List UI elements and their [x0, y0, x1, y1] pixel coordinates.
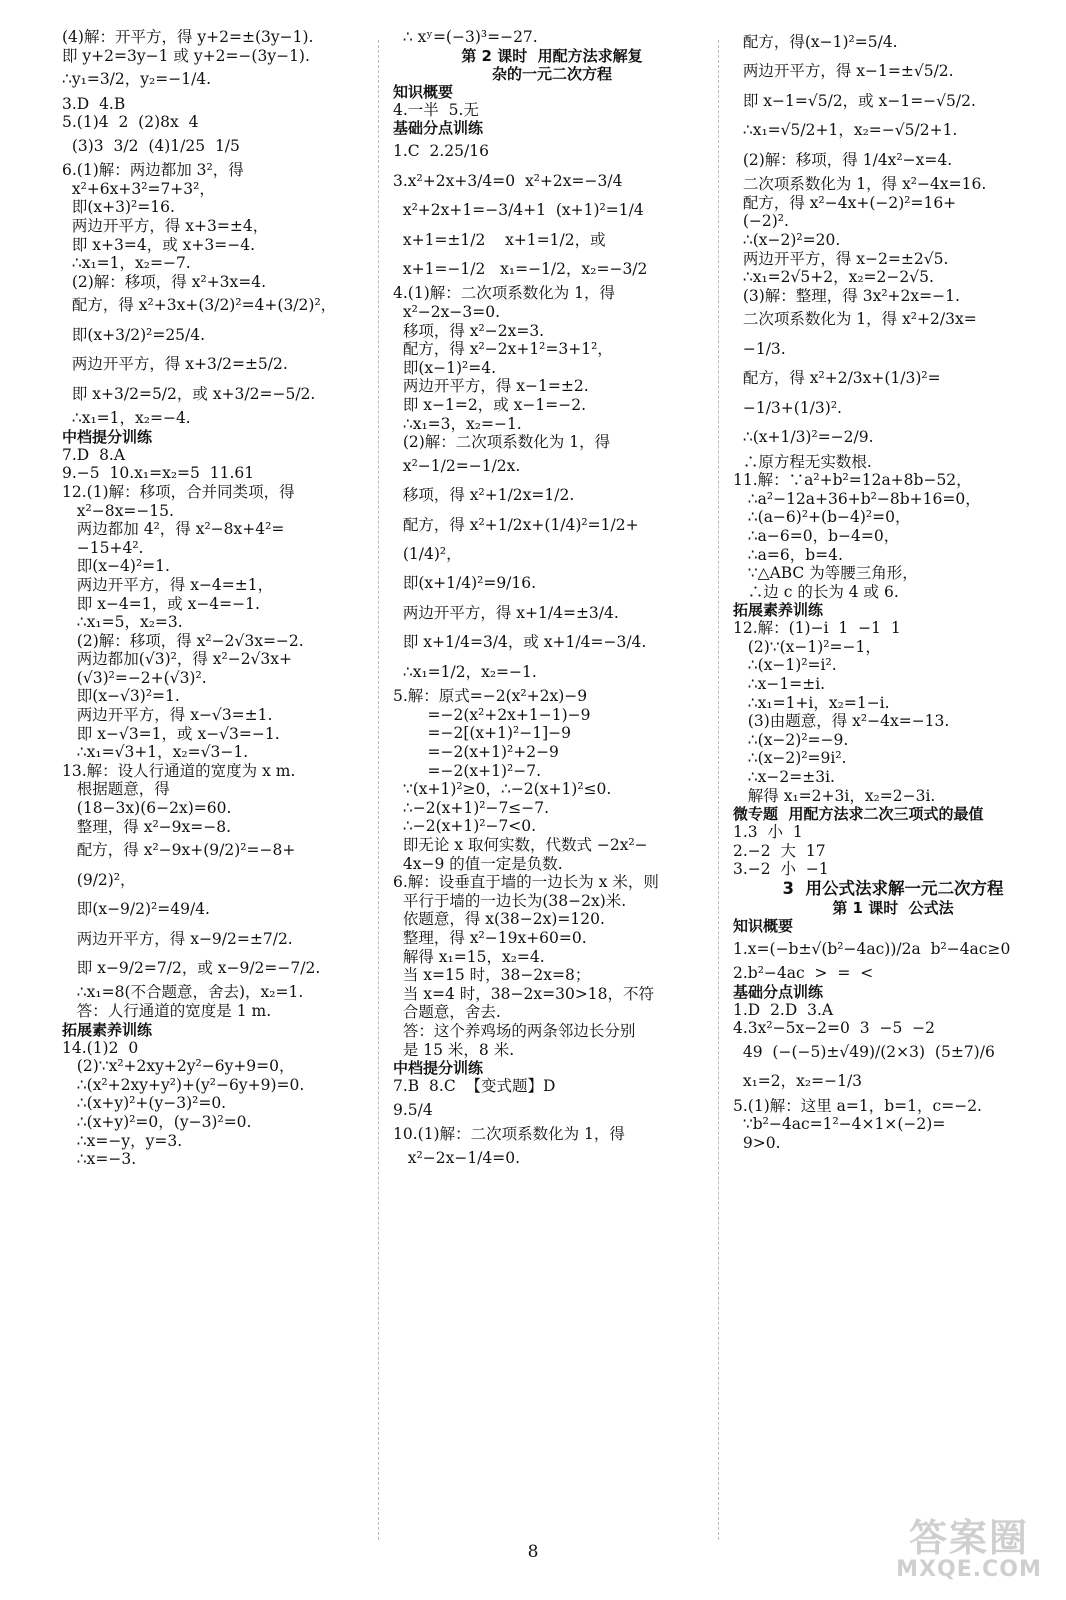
- answer-line: 即 x+3/2=5/2，或 x+3/2=−5/2.: [62, 384, 316, 403]
- answer-line: ∵△ABC 为等腰三角形，: [733, 564, 918, 583]
- answer-line: 7.B 8.C 【变式题】D: [393, 1077, 556, 1096]
- answer-line: 平行于墙的一边长为(38−2x)米.: [393, 891, 627, 910]
- answer-line: 1.D 2.D 3.A: [733, 1000, 834, 1019]
- answer-line: ∴x=−y，y=3.: [62, 1131, 183, 1150]
- answer-line: 13.解：设人行通道的宽度为 x m.: [62, 761, 296, 780]
- answer-line: 即 y+2=3y−1 或 y+2=−(3y−1).: [62, 46, 310, 65]
- answer-line: 配方，得 x²+1/2x+(1/4)²=1/2+: [393, 515, 639, 534]
- answer-line: (1/4)²，: [393, 545, 462, 564]
- answer-line: ∴(x−2)²=9i².: [733, 749, 847, 768]
- column-middle: [393, 28, 711, 1173]
- answer-line: =−2[(x+1)²−1]−9: [393, 724, 572, 743]
- answer-line: 合题意，舍去.: [393, 1003, 501, 1022]
- section-heading: 中档提分训练: [62, 427, 153, 446]
- answer-line: 是 15 米，8 米.: [393, 1040, 515, 1059]
- column-divider: [378, 40, 379, 1540]
- answer-line: 即(x+1/4)²=9/16.: [393, 574, 537, 593]
- answer-line: 即 x−4=1，或 x−4=−1.: [62, 594, 260, 613]
- answer-line: ∴(x−2)²=20.: [733, 230, 841, 249]
- answer-line: ∴(x²+2xy+y²)+(y²−6y+9)=0.: [62, 1075, 305, 1094]
- answer-line: (3)解：整理，得 3x²+2x=−1.: [733, 286, 960, 305]
- answer-line: ∴x=−3.: [62, 1150, 137, 1169]
- answer-line: ∴x₁=2√5+2，x₂=2−2√5.: [733, 268, 934, 287]
- answer-line: ∴x₁=1+i，x₂=1−i.: [733, 693, 890, 712]
- answer-line: 两边开平方，得 x−1=±2.: [393, 377, 589, 396]
- answer-line: 10.(1)解：二次项系数化为 1，得: [393, 1125, 625, 1144]
- watermark: [894, 1516, 1044, 1582]
- answer-line: 二次项系数化为 1，得 x²−4x=16.: [733, 175, 987, 194]
- answer-line: (18−3x)(6−2x)=60.: [62, 799, 232, 818]
- answer-line: ∴y₁=3/2，y₂=−1/4.: [62, 70, 212, 89]
- column-right: [733, 28, 1053, 1153]
- answer-line: 3.D 4.B: [62, 94, 126, 113]
- answer-line: −1/3.: [733, 339, 786, 358]
- answer-line: ∴(x−2)²=−9.: [733, 730, 849, 749]
- answer-line: 即 x+3=4，或 x+3=−4.: [62, 235, 256, 254]
- answer-line: 两边开平方，得 x−√3=±1.: [62, 706, 273, 725]
- answer-line: 整理，得 x²−19x+60=0.: [393, 928, 587, 947]
- watermark-url: MXQE.COM: [896, 1557, 1042, 1582]
- answer-line: 移项，得 x²−2x=3.: [393, 321, 545, 340]
- answer-line: 即(x−9/2)²=49/4.: [62, 900, 210, 919]
- answer-line: x₁=2，x₂=−1/3: [733, 1072, 863, 1091]
- answer-line: 依题意，得 x(38−2x)=120.: [393, 910, 605, 929]
- section-heading: 中档提分训练: [393, 1059, 484, 1078]
- lesson-title: 第 1 课时 公式法: [832, 898, 954, 917]
- answer-line: −1/3+(1/3)².: [733, 398, 842, 417]
- column-left: [62, 28, 372, 1169]
- answer-line: 两边都加 4²，得 x²−8x+4²=: [62, 520, 285, 539]
- answer-line: 移项，得 x²+1/2x=1/2.: [393, 486, 575, 505]
- answer-line: x²−8x=−15.: [62, 501, 174, 520]
- answer-line: 5.(1)解：这里 a=1，b=1，c=−2.: [733, 1096, 982, 1115]
- answer-line: 解得 x₁=15，x₂=4.: [393, 947, 545, 966]
- answer-line: 5.解：原式=−2(x²+2x)−9: [393, 687, 588, 706]
- answer-line: 解得 x₁=2+3i，x₂=2−3i.: [733, 786, 936, 805]
- answer-line: 12.(1)解：移项，合并同类项，得: [62, 482, 295, 501]
- answer-line: (2)∵(x−1)²=−1，: [733, 637, 881, 656]
- section-heading: 拓展素养训练: [62, 1020, 153, 1039]
- answer-line: 二次项系数化为 1，得 x²+2/3x=: [733, 310, 977, 329]
- lesson-title: 杂的一元二次方程: [491, 64, 612, 83]
- answer-line: 配方，得 x²−9x+(9/2)²=−8+: [62, 841, 296, 860]
- answer-line: (2)解：移项，得 x²+3x=4.: [62, 272, 267, 291]
- answer-line: 即 x−9/2=7/2，或 x−9/2=−7/2.: [62, 958, 321, 977]
- answer-line: x+1=±1/2 x+1=1/2，或: [393, 230, 606, 249]
- answer-line: 4.一半 5.无: [393, 100, 479, 119]
- answer-line: ∴原方程无实数根.: [733, 452, 872, 471]
- answer-line: 即(x+3)²=16.: [62, 198, 175, 217]
- answer-line: 两边开平方，得 x−9/2=±7/2.: [62, 929, 293, 948]
- answer-line: 当 x=4 时，38−2x=30>18，不符: [393, 984, 655, 1003]
- section-heading: 知识概要: [393, 82, 454, 101]
- answer-line: 1.C 2.25/16: [393, 142, 489, 161]
- answer-line: ∴x₁=1，x₂=−7.: [62, 254, 191, 273]
- answer-line: 4.3x²−5x−2=0 3 −5 −2: [733, 1019, 936, 1038]
- answer-line: 两边开平方，得 x+1/4=±3/4.: [393, 603, 619, 622]
- answer-line: 5.(1)4 2 (2)8x 4: [62, 113, 199, 132]
- section-heading: 微专题 用配方法求二次三项式的最值: [733, 805, 984, 824]
- section-heading: 知识概要: [733, 916, 794, 935]
- answer-line: 即(x−4)²=1.: [62, 557, 170, 576]
- lesson-title: 第 2 课时 用配方法求解复: [461, 46, 643, 65]
- section-heading: 基础分点训练: [393, 119, 484, 138]
- answer-line: (3)3 3/2 (4)1/25 1/5: [62, 136, 240, 155]
- answer-line: ∴x₁=8(不合题意，舍去)，x₂=1.: [62, 983, 304, 1002]
- answer-line: 9>0.: [733, 1134, 781, 1153]
- lesson-title: 3 用公式法求解一元二次方程: [782, 879, 1004, 898]
- answer-line: −15+4².: [62, 538, 144, 557]
- answer-line: ∴(x−1)²=i².: [733, 656, 837, 675]
- answer-line: 即 x+1/4=3/4，或 x+1/4=−3/4.: [393, 633, 647, 652]
- section-heading: 拓展素养训练: [733, 601, 824, 620]
- answer-line: 即无论 x 取何实数，代数式 −2x²−: [393, 835, 648, 854]
- answer-line: 即 x−√3=1，或 x−√3=−1.: [62, 724, 280, 743]
- answer-line: ∴−2(x+1)²−7<0.: [393, 817, 537, 836]
- answer-line: 11.解：∵a²+b²=12a+8b−52，: [733, 471, 972, 490]
- answer-line: 整理，得 x²−9x=−8.: [62, 817, 232, 836]
- answer-line: ∴x₁=√5/2+1，x₂=−√5/2+1.: [733, 121, 958, 140]
- answer-line: 即(x+3/2)²=25/4.: [62, 325, 206, 344]
- answer-line: (√3)²=−2+(√3)².: [62, 668, 207, 687]
- answer-line: x²+2x+1=−3/4+1 (x+1)²=1/4: [393, 201, 644, 220]
- column-divider: [718, 40, 719, 1540]
- answer-line: 6.解：设垂直于墙的一边长为 x 米，则: [393, 873, 659, 892]
- answer-line: ∴(a−6)²+(b−4)²=0，: [733, 508, 911, 527]
- answer-line: 配方，得 x²+2/3x+(1/3)²=: [733, 369, 941, 388]
- answer-line: 49 (−(−5)±√49)/(2×3) (5±7)/6: [733, 1043, 995, 1062]
- answer-line: 两边开平方，得 x−4=±1，: [62, 575, 274, 594]
- answer-line: 两边都加(√3)²，得 x²−2√3x+: [62, 650, 293, 669]
- answer-line: ∴(x+y)²+(y−3)²=0.: [62, 1094, 227, 1113]
- answer-line: ∴x₁=5，x₂=3.: [62, 613, 183, 632]
- answer-line: ∴(x+y)²=0，(y−3)²=0.: [62, 1112, 252, 1131]
- answer-line: 2.b²−4ac > = <: [733, 964, 874, 983]
- answer-line: =−2(x+1)²+2−9: [393, 743, 559, 761]
- answer-line: 12.解：(1)−i 1 −1 1: [733, 619, 901, 638]
- answer-line: 9.5/4: [393, 1100, 433, 1119]
- answer-line: 即(x−1)²=4.: [393, 358, 497, 377]
- answer-line: ∴x−1=±i.: [733, 675, 826, 694]
- answer-line: 两边开平方，得 x+3/2=±5/2.: [62, 355, 288, 374]
- answer-line: 两边开平方，得 x−1=±√5/2.: [733, 62, 954, 81]
- answer-line: 配方，得 x²+3x+(3/2)²=4+(3/2)²，: [62, 296, 337, 315]
- answer-line: 当 x=15 时，38−2x=8；: [393, 966, 591, 985]
- answer-line: 配方，得 x²−2x+1²=3+1²，: [393, 340, 613, 359]
- answer-line: ∴a−6=0，b−4=0，: [733, 526, 900, 545]
- answer-line: 3.x²+2x+3/4=0 x²+2x=−3/4: [393, 171, 623, 190]
- page-number: 8: [527, 1542, 539, 1562]
- answer-line: ∵b²−4ac=1²−4×1×(−2)=: [733, 1115, 946, 1134]
- answer-line: =−2(x+1)²−7.: [393, 761, 541, 780]
- answer-line: 6.(1)解：两边都加 3²，得: [62, 161, 244, 180]
- answer-line: 即(x−√3)²=1.: [62, 687, 180, 706]
- answer-line: x²−2x−1/4=0.: [393, 1148, 521, 1167]
- answer-line: (−2)².: [733, 212, 789, 231]
- answer-line: 配方，得(x−1)²=5/4.: [733, 33, 898, 51]
- answer-line: x²−2x−3=0.: [393, 302, 501, 321]
- answer-line: 3.−2 小 −1: [733, 860, 829, 879]
- answer-line: 9.−5 10.x₁=x₂=5 11.61: [62, 464, 255, 483]
- answer-line: 2.−2 大 17: [733, 841, 826, 860]
- answer-line: 答：人行通道的宽度是 1 m.: [62, 1002, 272, 1020]
- answer-line: 4.(1)解：二次项系数化为 1，得: [393, 284, 616, 303]
- answer-line: 7.D 8.A: [62, 445, 126, 464]
- answer-line: ∴x₁=1，x₂=−4.: [62, 409, 191, 428]
- answer-line: (3)由题意，得 x²−4x=−13.: [733, 712, 950, 731]
- answer-line: (2)解：二次项系数化为 1，得: [393, 433, 611, 452]
- answer-line: 1.x=(−b±√(b²−4ac))/2a b²−4ac≥0: [733, 939, 1011, 958]
- answer-line: ∴−2(x+1)²−7≤−7.: [393, 798, 550, 817]
- answer-line: ∴x−2=±3i.: [733, 768, 835, 787]
- answer-line: 即 x−1=2，或 x−1=−2.: [393, 395, 587, 414]
- answer-line: ∴边 c 的长为 4 或 6.: [733, 582, 899, 601]
- answer-line: ∴a=6，b=4.: [733, 545, 843, 564]
- answer-line: ∴x₁=1/2，x₂=−1.: [393, 662, 537, 681]
- answer-line: 两边开平方，得 x+3=±4，: [62, 217, 269, 236]
- answer-line: ∴(x+1/3)²=−2/9.: [733, 428, 874, 447]
- answer-line: ∴ xʸ=(−3)³=−27.: [393, 28, 538, 46]
- answer-line: (4)解：开平方，得 y+2=±(3y−1).: [62, 28, 314, 46]
- answer-line: (2)解：移项，得 1/4x²−x=4.: [733, 150, 953, 169]
- answer-line: x²−1/2=−1/2x.: [393, 456, 521, 475]
- answer-line: 配方，得 x²−4x+(−2)²=16+: [733, 193, 957, 212]
- section-heading: 基础分点训练: [733, 982, 824, 1001]
- answer-line: 两边开平方，得 x−2=±2√5.: [733, 249, 949, 268]
- answer-line: x+1=−1/2 x₁=−1/2，x₂=−3/2: [393, 259, 648, 278]
- answer-line: =−2(x²+2x+1−1)−9: [393, 705, 591, 724]
- answer-line: ∴x₁=3，x₂=−1.: [393, 414, 522, 433]
- answer-line: ∵(x+1)²≥0，∴−2(x+1)²≤0.: [393, 780, 612, 799]
- answer-line: 根据题意，得: [62, 780, 170, 799]
- answer-line: (2)∵x²+2xy+2y²−6y+9=0，: [62, 1057, 295, 1076]
- answer-line: x²+6x+3²=7+3²，: [62, 179, 215, 198]
- watermark-logo: 答案圈: [908, 1516, 1029, 1560]
- answer-line: 14.(1)2 0: [62, 1038, 139, 1057]
- answer-line: 答：这个养鸡场的两条邻边长分别: [393, 1021, 636, 1040]
- answer-line: ∴a²−12a+36+b²−8b+16=0，: [733, 489, 981, 508]
- answer-line: (9/2)²，: [62, 870, 136, 889]
- answer-line: 4x−9 的值一定是负数.: [393, 854, 563, 873]
- answer-line: (2)解：移项，得 x²−2√3x=−2.: [62, 631, 304, 650]
- answer-line: ∴x₁=√3+1，x₂=√3−1.: [62, 743, 249, 762]
- answer-line: 1.3 小 1: [733, 823, 803, 842]
- answer-line: 即 x−1=√5/2，或 x−1=−√5/2.: [733, 91, 976, 110]
